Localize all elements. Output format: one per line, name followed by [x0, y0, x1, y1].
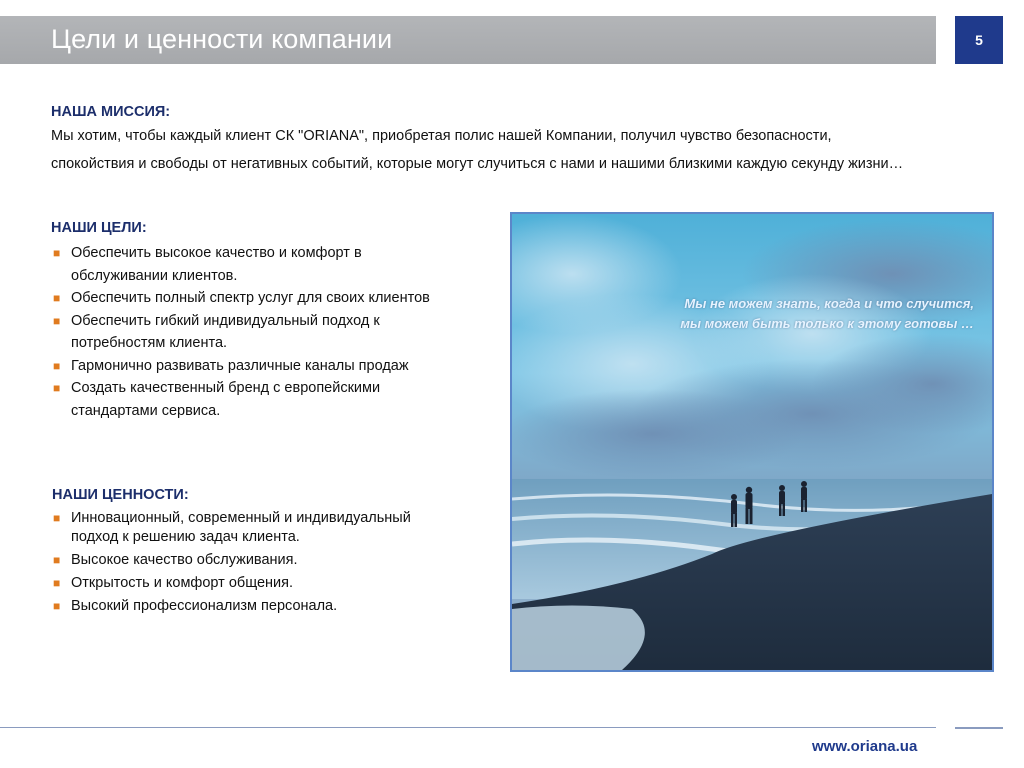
- bullet-icon: ■: [53, 313, 61, 328]
- footer-divider: [0, 727, 936, 728]
- bullet-icon: ■: [53, 553, 61, 567]
- footer-website-link[interactable]: www.oriana.ua: [812, 738, 918, 755]
- page-number-badge: [955, 16, 1003, 64]
- bullet-icon: ■: [53, 381, 61, 395]
- list-item: ■ Высокий профессионализм персонала.: [53, 598, 338, 614]
- page-number: 5: [975, 32, 983, 48]
- mission-line-1: Мы хотим, чтобы каждый клиент СК "ORIANA", приобретая полис нашей Компании, получил чувство безопасности,: [51, 128, 832, 144]
- mission-text: [51, 122, 991, 178]
- list-item: ■ Инновационный, современный и индивидуальный подход к решению задач клиента.: [53, 510, 411, 545]
- mission-line-2: спокойствия и свободы от негативных событий, которые могут случиться с нами и нашими близкими каждую секунду жизни…: [51, 156, 904, 172]
- list-item: ■ Обеспечить высокое качество и комфорт в обслуживании клиентов.: [51, 242, 491, 287]
- list-item: ■ Гармонично развивать различные каналы продаж: [51, 355, 491, 378]
- footer-divider-right: [955, 727, 1003, 729]
- list-item: ■ Высокое качество обслуживания.: [53, 552, 298, 568]
- list-item: ■ Обеспечить гибкий индивидуальный подход к потребностям клиента.: [51, 310, 491, 355]
- values-list: [51, 509, 491, 620]
- photo-quote: Мы не можем знать, когда и что случится, мы можем быть только к этому готовы …: [680, 296, 974, 331]
- bullet-icon: ■: [53, 511, 61, 525]
- bullet-icon: ■: [53, 291, 61, 305]
- goals-list: [51, 242, 491, 422]
- page-title: Цели и ценности компании: [51, 24, 393, 54]
- bullet-icon: ■: [53, 246, 61, 260]
- values-heading: НАШИ ЦЕННОСТИ:: [52, 487, 189, 503]
- goals-heading: НАШИ ЦЕЛИ:: [51, 220, 147, 236]
- bullet-icon: ■: [53, 576, 61, 590]
- list-item: ■ Открытость и комфорт общения.: [53, 575, 294, 591]
- title-bar: [0, 16, 936, 64]
- beach-scene-image: [512, 214, 992, 670]
- list-item: ■ Обеспечить полный спектр услуг для своих клиентов: [51, 287, 491, 310]
- bullet-icon: ■: [53, 358, 61, 373]
- bullet-icon: ■: [53, 599, 61, 613]
- beach-photo: [510, 212, 994, 672]
- list-item: ■ Создать качественный бренд с европейскими стандартами сервиса.: [51, 377, 491, 422]
- mission-heading: НАША МИССИЯ:: [51, 104, 171, 120]
